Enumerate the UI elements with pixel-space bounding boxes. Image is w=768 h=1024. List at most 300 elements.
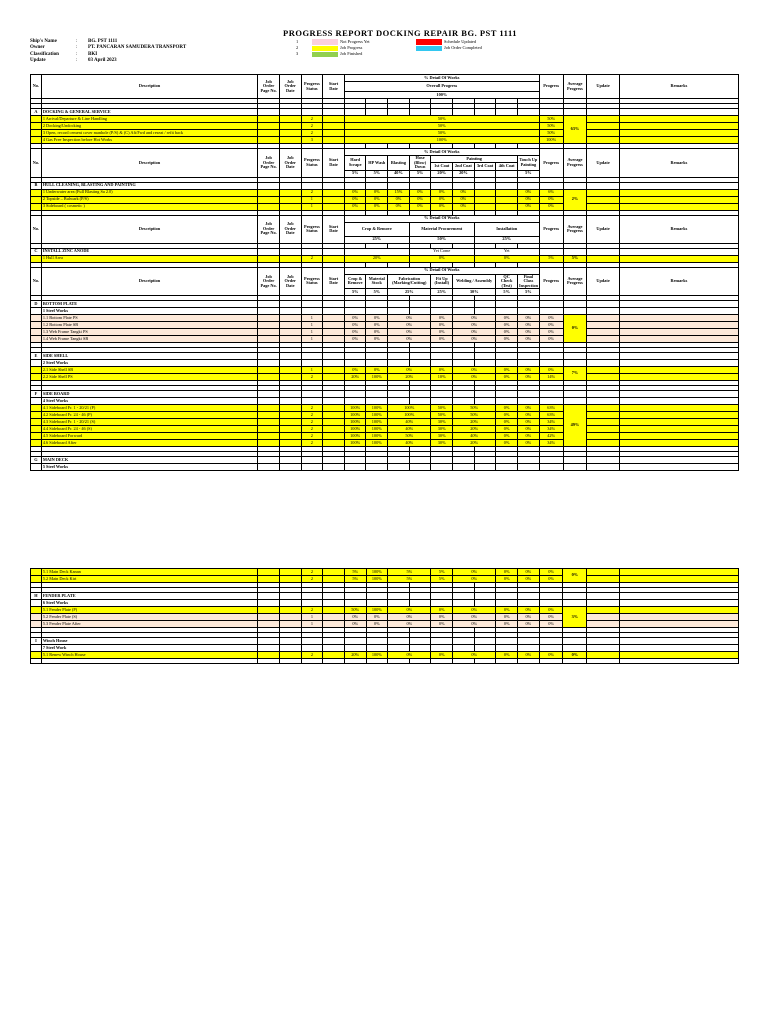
col-header-description: Description [41,75,257,99]
table-row [31,652,739,659]
col-weight: 5% [409,170,431,177]
detail-value: 0% [496,322,518,329]
detail-value: 100% [366,412,388,419]
detail-value: 0% [431,607,453,614]
col-header-update: Update [587,75,619,99]
detail-value: 0% [517,329,539,336]
detail-of-works-header: % Detail Of Works [344,267,539,274]
detail-value: 0% [366,336,388,343]
detail-value: 0% [388,203,410,210]
job-description: 4 Gas Free Inspection before Hot Works [41,137,257,144]
detail-value: 0% [496,607,518,614]
detail-value: 100% [344,433,366,440]
detail-value: 0% [517,426,539,433]
detail-value: 0% [517,196,539,203]
progress-status: 2 [301,130,323,137]
col-header-progress: Progress [539,267,563,296]
section-title: B HULL CLEANING, BLASTING AND PAINTING [31,182,739,189]
section-title: E SIDE SHELL [31,353,739,360]
subsection-title: 1 Steel Works [41,308,257,315]
section-title: Winch House [41,638,258,645]
job-description: 4.5 Sideboard Forward [41,433,257,440]
detail-value: 40% [453,433,496,440]
detail-value: 0% [517,433,539,440]
detail-value: 0% [517,440,539,447]
detail-value: 0% [344,322,366,329]
row-progress: 0% [539,607,563,614]
progress-status: 2 [301,576,323,583]
subsection-title: 2 Steel Works [41,360,257,367]
detail-value: 0% [344,315,366,322]
col-header-update: Update [587,267,619,296]
detail-value: 0% [431,336,453,343]
job-description: 4.1 Sideboard Fr. 1 - 20/21 (P) [41,405,257,412]
detail-value: 0% [453,203,475,210]
report-title: PROGRESS REPORT DOCKING REPAIR BG. PST 1111 [283,28,517,38]
col-header-job-order-date: Job Order Date [279,215,301,243]
col-header-no: No. [31,149,42,178]
section-title: C INSTALL ZINC ANODE Yet Come Yet [31,248,739,255]
detail-value: 0% [388,367,431,374]
col-blasting: Blasting [388,156,410,171]
col-header-start-date: Start Date [323,75,345,99]
detail-value: 0% [453,614,496,621]
detail-value: 0% [496,405,518,412]
row-progress: 50% [539,116,563,123]
col-header-remarks: Remarks [619,75,738,99]
col-weight: 25% [431,289,453,296]
col-steel-work: Fabrication (Marking/Cutting) [388,274,431,289]
detail-value: 0% [344,196,366,203]
col-coat: 4th Coat [496,163,518,170]
table-row [31,614,739,621]
subsection-title: 4 Steel Works [41,398,257,405]
detail-value: 100% [366,569,388,576]
legend-swatch [416,39,442,44]
detail-value: 0% [517,322,539,329]
detail-value: 0% [518,614,540,621]
table-row [31,255,739,262]
col-weight [496,170,518,177]
detail-value: 0% [517,419,539,426]
col-header-remarks: Remarks [619,215,738,243]
detail-value: 0% [431,329,453,336]
col-weight: 40% [388,170,410,177]
col-hard-scrape: Hard Scrape [344,156,366,171]
row-progress: 0% [539,367,563,374]
col-coat: 3rd Coat [474,163,496,170]
section-title: D BOTTOM PLATE [31,301,739,308]
detail-value: 5% [388,569,431,576]
detail-value: 0% [431,367,453,374]
detail-value: 0% [453,322,496,329]
detail-value: 0% [453,569,496,576]
detail-value: 30% [431,433,453,440]
detail-value: 0% [453,652,496,659]
progress-status: 2 [301,405,323,412]
col-header-description: Description [41,149,257,178]
row-progress: 63% [539,412,563,419]
col-weight: 25% [474,236,539,243]
detail-value: 0% [453,576,496,583]
average-progress: 0% [563,315,587,343]
detail-value: 0% [431,203,453,210]
detail-value: 20% [453,440,496,447]
detail-value: 30% [431,419,453,426]
detail-value: 0% [431,315,453,322]
detail-value: 0% [431,322,453,329]
subsection-title: 6 Steel Works [41,600,258,607]
table-row [31,412,739,419]
detail-value: 0% [496,336,518,343]
col-header-remarks: Remarks [619,267,738,296]
detail-value: 0% [518,576,540,583]
table-row [31,433,739,440]
col-coat: 1st Coat [431,163,453,170]
section-title: MAIN DECK [41,457,257,464]
detail-value [474,196,496,203]
detail-value: 0% [517,412,539,419]
col-header-update: Update [587,149,619,178]
average-progress: 63% [563,116,587,144]
table-row [31,426,739,433]
table-row [31,607,739,614]
col-steel-work: Welding / Assembly [453,274,496,289]
row-progress: 0% [539,652,563,659]
col-header-average-progress: Average Progress [563,75,587,99]
col-painting: Painting [431,156,518,163]
col-header-average-progress: Average Progress [563,215,587,243]
section-title: H FENDER PLATE [31,593,739,600]
detail-value: 5% [431,569,453,576]
detail-value [496,196,518,203]
progress-status: 3 [301,137,323,144]
detail-value: 0% [496,412,518,419]
detail-value: 0% [517,405,539,412]
detail-value: 50% [344,130,539,137]
detail-value: 0% [517,374,539,381]
detail-value: 5% [388,576,431,583]
progress-status: 2 [301,189,323,196]
col-hp-wash: HP Wash [366,156,388,171]
row-progress: 0% [539,621,563,628]
job-description: 5.3 Fender Plate After [41,621,258,628]
overall-weight: 100% [344,92,539,99]
detail-value: 0% [453,367,496,374]
detail-value: 0% [388,607,431,614]
detail-value: 0% [388,652,431,659]
detail-value: 100% [366,576,388,583]
progress-status: 1 [301,621,323,628]
detail-value: 0% [431,614,453,621]
detail-value: 15% [388,189,410,196]
job-description: 1 Arrival/Departure & Line Handling [41,116,257,123]
detail-value: 100% [366,440,388,447]
legend-swatch [312,39,338,44]
legend-swatch [416,46,442,51]
col-material-procurement: Material Procurement [409,222,474,236]
job-description: 5.2 Main Deck Kiri [41,576,258,583]
col-header-no: No. [31,215,42,243]
table-row [31,322,739,329]
detail-value: 0% [366,329,388,336]
col-header-update: Update [587,215,619,243]
section-title: G MAIN DECK [31,457,739,464]
detail-value: 0% [366,189,388,196]
row-progress: 6% [539,189,563,196]
job-description: 1.3 Web Frame Tangki PS [41,329,257,336]
detail-value: 40% [388,440,431,447]
info-row: Classification : BKI [30,51,98,57]
detail-value: 0% [366,614,388,621]
subsection-title [31,308,739,315]
detail-value: 100% [366,433,388,440]
detail-value: 0% [453,315,496,322]
detail-value: 0% [453,621,496,628]
col-header-progress: Progress [539,149,563,178]
detail-value [496,189,518,196]
detail-value: 0% [474,255,539,262]
progress-status: 1 [301,322,323,329]
detail-value: 10% [431,374,453,381]
col-header-description: Description [41,215,257,243]
col-header-progress-status: Progress Status [301,149,323,178]
row-progress: 0% [539,336,563,343]
detail-value [496,203,518,210]
col-weight: 25% [388,289,431,296]
subsection-title: 5 Steel Works [41,464,257,471]
header-row [31,75,739,82]
table-row [31,315,739,322]
progress-status: 2 [301,255,323,262]
table-row [31,374,739,381]
job-description: 2.2 Side Shell PS [41,374,257,381]
row-progress: 0% [539,315,563,322]
col-header-start-date: Start Date [323,215,345,243]
col-header-progress-status: Progress Status [301,215,323,243]
progress-status: 2 [301,652,323,659]
row-progress: 0% [539,329,563,336]
table-row [31,576,739,583]
detail-value: 0% [388,621,431,628]
job-description: 3 Sideboard ( cosmetic ) [41,203,257,210]
info-row: Ship's Name : BG. PST 1111 [30,39,118,44]
job-description: 5.1 Fender Plate (P) [41,607,258,614]
table-row [31,329,739,336]
row-progress: 0% [539,196,563,203]
detail-value [474,203,496,210]
table-row [31,123,739,130]
col-weight: 5% [496,289,518,296]
detail-value: 0% [496,419,518,426]
progress-table-top [30,74,739,471]
col-steel-work: Crop & Remove [344,274,366,289]
job-description: 2.1 Side Shell SB [41,367,257,374]
table-row [31,189,739,196]
progress-status: 1 [301,203,323,210]
detail-value: 0% [496,576,518,583]
progress-status: 1 [301,329,323,336]
detail-value: 0% [453,336,496,343]
subsection-title: 7 Steel Work [41,645,258,652]
table-row [31,116,739,123]
table-row [31,203,739,210]
procurement-note: Yet [474,248,539,255]
detail-value: 0% [431,652,453,659]
detail-value: 0% [366,203,388,210]
detail-value: 0% [344,367,366,374]
progress-status: 1 [301,336,323,343]
progress-table-bottom [30,568,739,664]
col-weight: 5% [366,289,388,296]
detail-value: 0% [517,315,539,322]
section-title: F SIDE BOARD [31,391,739,398]
detail-value: 50% [431,405,453,412]
col-steel-work: Fit Up (Install) [431,274,453,289]
detail-value: 100% [344,405,366,412]
legend-row: 3 Job Finished [296,51,363,57]
detail-value: 0% [496,374,518,381]
job-description: 5.2 Fender Plate (S) [41,614,258,621]
job-description: 1.4 Web Frame Tangki SB [41,336,257,343]
section-title: BOTTOM PLATE [41,301,257,308]
detail-value: 100% [344,440,366,447]
detail-of-works-header: % Detail Of Works [344,215,539,222]
detail-value: 0% [388,315,431,322]
col-header-progress: Progress [539,215,563,243]
detail-value: 0% [431,189,453,196]
detail-value: 30% [431,440,453,447]
row-progress: 0% [539,203,563,210]
procurement-note [344,248,409,255]
section-title: SIDE SHELL [41,353,257,360]
detail-value: 0% [344,336,366,343]
job-description: 4.4 Sideboard Fr. 24 - 46 (S) [41,426,257,433]
row-progress: 34% [539,419,563,426]
job-description: 2 Topside – Bulwark (P/S) [41,196,257,203]
progress-status: 2 [301,116,323,123]
detail-value: 20% [453,419,496,426]
row-progress: 34% [539,426,563,433]
legend-swatch [312,46,338,51]
detail-value: 0% [409,203,431,210]
detail-value: 100% [344,426,366,433]
detail-value: 0% [496,315,518,322]
detail-value: 0% [496,614,518,621]
detail-value: 0% [518,607,540,614]
col-weight: 20% [453,170,475,177]
row-progress: 0% [539,614,563,621]
detail-value: 50% [431,412,453,419]
col-steel-work: Final Class Inspection [518,274,539,288]
detail-value: 0% [431,621,453,628]
col-header-job-order-date: Job Order Date [279,149,301,178]
table-row [31,137,739,144]
col-header-job-order-date: Job Order Date [279,75,301,99]
detail-value: 0% [496,329,518,336]
table-row [31,336,739,343]
detail-value: 0% [366,367,388,374]
col-steel-work: QC Check (Test) [496,274,518,289]
ship-info [30,39,186,65]
table-row [31,621,739,628]
row-progress: 5% [539,255,563,262]
col-coat: 2nd Coat [453,163,475,170]
subsection-title [31,464,739,471]
col-header-no: No. [31,75,42,99]
detail-value: 0% [518,621,540,628]
job-description: 4.3 Sideboard Fr. 1 - 20/21 (S) [41,419,257,426]
row-progress: 63% [539,405,563,412]
detail-value: 0% [517,189,539,196]
detail-value: 0% [366,196,388,203]
detail-value: 0% [453,607,496,614]
job-description: 4.6 Sideboard After [41,440,257,447]
detail-value: 0% [517,367,539,374]
detail-value: 40% [388,426,431,433]
row-progress: 0% [539,576,563,583]
progress-status: 2 [301,123,323,130]
detail-value: 100% [366,419,388,426]
detail-value: 50% [344,607,366,614]
average-progress: 49% [563,405,587,447]
detail-value: 20% [388,374,431,381]
detail-value: 0% [453,189,475,196]
row-progress: 100% [539,137,563,144]
progress-status: 2 [301,433,323,440]
detail-of-works-header: % Detail Of Works [344,149,539,156]
row-progress: 0% [539,569,563,576]
header-row [31,267,739,274]
section-title: SIDE BOARD [41,391,257,398]
col-header-average-progress: Average Progress [563,149,587,178]
detail-value: 0% [344,621,366,628]
col-touch-up-painting: Touch Up Painting [517,156,539,171]
col-header-job-order-page: Job Order Page No. [258,267,280,296]
blank-row [31,659,739,664]
col-installation: Installation [474,222,539,236]
job-description: 4.2 Sideboard Fr. 24 - 46 (P) [41,412,257,419]
col-weight: 5% [344,289,366,296]
section-title: A DOCKING & GENERAL SERVICE [31,109,739,116]
col-header-start-date: Start Date [323,267,345,296]
detail-value: 50% [453,412,496,419]
legend-row: 2 Job Progress Job Order Completed [296,45,482,51]
col-weight: 30% [453,289,496,296]
detail-value: 0% [496,426,518,433]
col-header-job-order-page: Job Order Page No. [258,215,280,243]
subsection-title [31,398,739,405]
progress-status: 2 [301,374,323,381]
col-header-remarks: Remarks [619,149,738,178]
detail-value: 0% [453,374,496,381]
detail-value: 0% [496,652,518,659]
col-header-job-order-date: Job Order Date [279,267,301,296]
job-description: 1.2 Bottom Plate SB [41,322,257,329]
col-weight: 50% [409,236,474,243]
col-header-no: No. [31,267,42,296]
procurement-note: Yet Come [409,248,474,255]
detail-value: 20% [344,652,366,659]
detail-value: 20% [453,426,496,433]
job-description: 5.1 Renew Winch House [41,652,258,659]
detail-value: 0% [517,336,539,343]
average-progress: 3% [563,607,587,628]
average-progress: 5% [563,255,587,262]
job-description: 1.1 Bottom Plate PS [41,315,257,322]
col-header-progress: Progress [539,75,563,99]
detail-value: 0% [388,614,431,621]
